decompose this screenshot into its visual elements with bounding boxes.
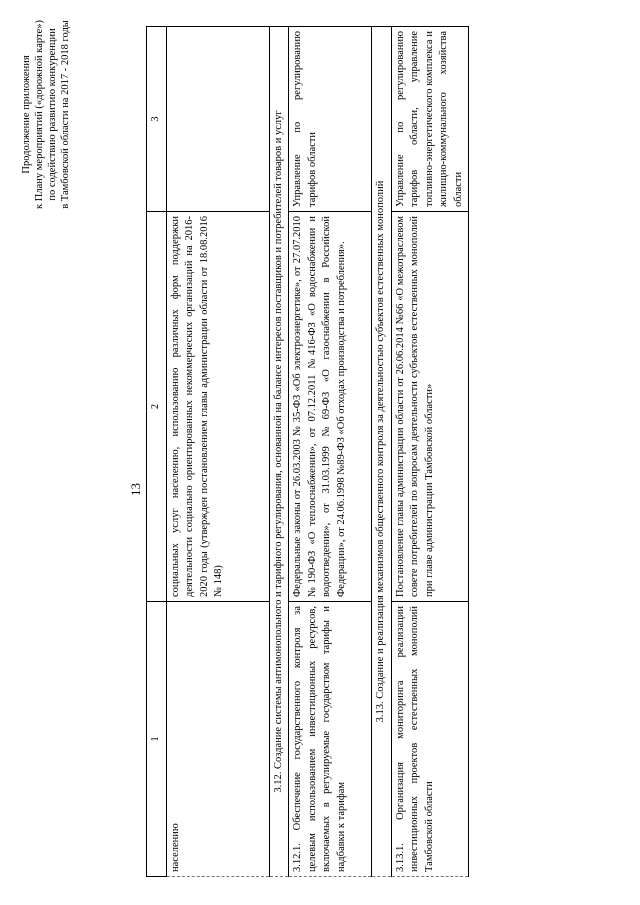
responsible-cell xyxy=(166,27,269,212)
column-header: 2 xyxy=(147,212,167,602)
table-row xyxy=(166,27,269,877)
header-line: по содействию развитию конкуренции xyxy=(47,28,58,201)
responsible-cell: Управление по регулированию тарифов области, управление топливно-энергетического комплекса и жилищно-коммунального хозяйства области xyxy=(391,27,469,212)
header-line: Продолжение приложения xyxy=(21,55,32,174)
table-row xyxy=(391,27,469,877)
section-title: 3.13. Создание и реализация механизмов общественного контроля за деятельностью субъектов естественных монополий xyxy=(372,27,392,877)
column-header: 3 xyxy=(147,27,167,212)
measures-table xyxy=(146,26,469,877)
page-number: 13 xyxy=(128,483,143,496)
section-row xyxy=(269,27,289,877)
column-header: 1 xyxy=(147,602,167,877)
legal-basis-cell: Постановление главы администрации области от 26.06.2014 №66 «О межотраслевом совете потребителей по вопросам деятельности субъектов естественных монополий при главе администрации Тамбовской области» xyxy=(391,212,469,602)
header-line: к Плану мероприятий («дорожной карте») xyxy=(34,20,45,209)
section-title: 3.12. Создание системы антимонопольного и тарифного регулирования, основанной на балансе интересов поставщиков и потребителей товаров и услуг xyxy=(269,27,289,877)
measure-cell: 3.13.1. Организация мониторинга реализации инвестиционных проектов естественных монополий Тамбовской области xyxy=(391,602,469,877)
table-row xyxy=(289,27,372,877)
legal-basis-cell: социальных услуг населению, использованию различных форм поддержки деятельности социально ориентированных некоммерческих организаций на 2016-2020 годы (утвержден постановлением главы администрации области от 18.08.2016 № 148) xyxy=(166,212,269,602)
legal-basis-cell: Федеральные законы от 26.03.2003 № 35-ФЗ «Об электроэнергетике», от 27.07.2010 №190-ФЗ «О теплоснабжении», от 07.12.2011 №416-ФЗ «О водоснабжении и водоотведении», от 31.03.1999 №69-ФЗ «О газоснабжении в Российской Федерации», от 24.06.1998 №89-ФЗ «Об отходах производства и потребления». xyxy=(289,212,372,602)
measure-cell: 3.12.1. Обеспечение государственного контроля за целевым использованием инвестиционных ресурсов, включаемых в регулируемые государством тарифы и надбавки к тарифам xyxy=(289,602,372,877)
section-row xyxy=(372,27,392,877)
header-line: в Тамбовской области на 2017 - 2018 годы xyxy=(60,20,71,209)
responsible-cell: Управление по регулированию тарифов области xyxy=(289,27,372,212)
column-header-row xyxy=(147,27,167,877)
measure-cell: населению xyxy=(166,602,269,877)
appendix-header xyxy=(20,20,72,209)
rotated-document-page xyxy=(10,12,630,892)
